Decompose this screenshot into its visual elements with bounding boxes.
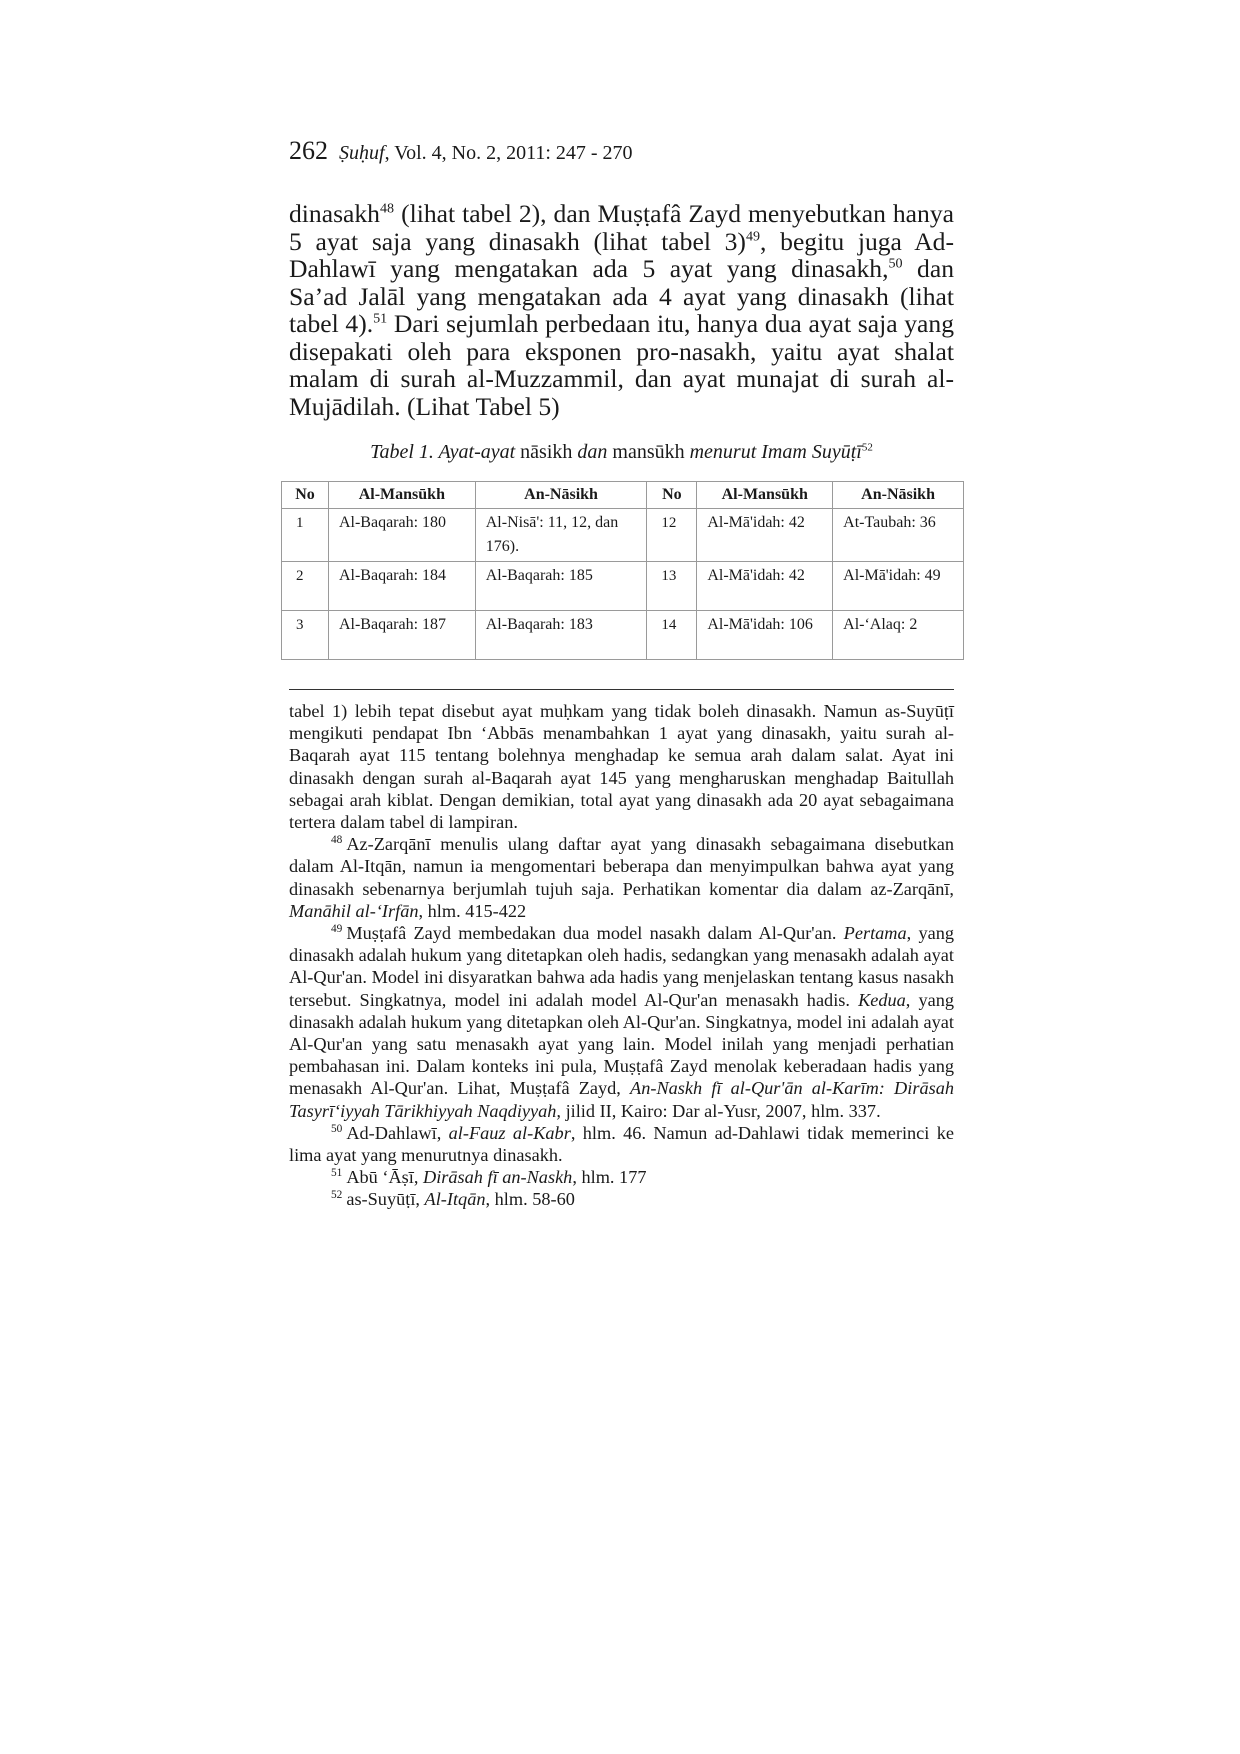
- footnote-ref-51[interactable]: 51: [373, 310, 388, 327]
- body-text-segment: dinasakh: [289, 199, 380, 228]
- footnote-number: 49: [331, 922, 343, 935]
- table-header-row: [282, 482, 964, 509]
- cell-nasikh: Al-Nisā': 11, 12, dan 176).: [475, 509, 647, 562]
- footnotes: [289, 700, 954, 1211]
- footnote-48: [289, 833, 954, 922]
- footnote-continuation: tabel 1) lebih tepat disebut ayat muḥkam yang tidak boleh dinasakh. Namun as-Suyūṭī mengikuti pendapat Ibn ‘Abbās menambahkan 1 ayat yang dinasakh, yaitu surah al-Baqarah ayat 115 tentang bolehnya menghadap ke semua arah dalam salat. Ayat ini dinasakh dengan surah al-Baqarah ayat 145 yang mengharuskan menghadap Baitullah sebagai arah kiblat. Dengan demikian, total ayat yang dinasakh ada 20 ayat sebagaimana tertera dalam tabel di lampiran.: [289, 701, 954, 833]
- footnote-text: Muṣṭafâ Zayd membedakan dua model nasakh dalam Al-Qur'an.: [346, 923, 844, 944]
- cell-no: 14: [647, 611, 697, 660]
- footnote-number: 51: [331, 1167, 343, 1180]
- page-number: 262: [289, 136, 328, 165]
- footnote-52: [289, 1188, 954, 1210]
- journal-citation: , Vol. 4, No. 2, 2011: 247 - 270: [384, 142, 633, 164]
- caption-part: dan: [577, 441, 608, 463]
- footnote-text: Abū ‘Āṣī,: [346, 1167, 424, 1188]
- footnote-51: [289, 1166, 954, 1188]
- footnote-text: as-Suyūṭī,: [346, 1189, 425, 1210]
- header-nasikh: An-Nāsikh: [475, 482, 647, 509]
- body-text-segment: Dari sejumlah perbedaan itu, hanya dua ayat saja yang disepakati oleh para eksponen pro-nasakh, yaitu ayat shalat malam di surah al-Muzzammil, dan ayat munajat di surah al-Mujādilah. (Lihat Tabel 5): [289, 309, 954, 421]
- footnote-text: Az-Zarqānī menulis ulang daftar ayat yang dinasakh sebagaimana disebutkan dalam Al-Itqān, namun ia mengomentari beberapa dan menyimpulkan bahwa ayat yang dinasakh sebenarnya berjumlah tujuh saja. Perhatikan komentar dia dalam az-Zarqānī,: [289, 834, 954, 899]
- footnote-number: 52: [331, 1189, 343, 1202]
- header-mansukh: Al-Mansūkh: [328, 482, 475, 509]
- caption-part: nāsikh: [515, 441, 578, 463]
- footnote-title: Dirāsah fī an-Naskh: [423, 1167, 573, 1188]
- table-row: [282, 611, 964, 660]
- footnote-text: , yang dinasakh adalah hukum yang ditetapkan oleh hadis, sedangkan yang menasakh adalah ayat Al-Qur'an. Model ini disyaratkan bahwa ada hadis yang menjelaskan tentang kasus nasakh tersebut. Singkatnya, model ini adalah model Al-Qur'an menasakh hadis.: [289, 923, 954, 1010]
- journal-name: Ṣuḥuf: [339, 142, 385, 164]
- footnote-49: [289, 922, 954, 1122]
- header-no: No: [647, 482, 697, 509]
- cell-mansukh: Al-Mā'idah: 42: [697, 562, 833, 611]
- header-nasikh: An-Nāsikh: [833, 482, 964, 509]
- footnote-title: An-Naskh fī al-Qur'ān al-Karīm: Dirāsah Tasyrī‘iyyah Tārikhiyyah Naqdiyyah,: [289, 1078, 954, 1121]
- footnote-text: , hlm. 415-422: [418, 900, 527, 921]
- cell-nasikh: At-Taubah: 36: [833, 509, 964, 562]
- cell-nasikh: Al-Baqarah: 185: [475, 562, 647, 611]
- footnote-number: 48: [331, 834, 343, 847]
- footnote-ref-50[interactable]: 50: [888, 255, 903, 272]
- nasikh-mansukh-table: [281, 481, 964, 660]
- footnote-ref-48[interactable]: 48: [379, 200, 395, 217]
- footnote-ref-49[interactable]: 49: [745, 227, 761, 244]
- footnote-title: al-Fauz al-Kabr: [448, 1122, 571, 1143]
- cell-nasikh: Al-Baqarah: 183: [475, 611, 647, 660]
- cell-nasikh: Al-‘Alaq: 2: [833, 611, 964, 660]
- body-text-segment: dan Sa’ad Jalāl yang mengatakan ada 4 ayat yang dinasakh (lihat tabel 4).: [289, 254, 954, 338]
- running-header: [289, 138, 633, 166]
- footnote-emphasis: Kedua: [858, 989, 906, 1010]
- footnote-title: Manāhil al-‘Irfān: [289, 900, 419, 921]
- table-row: [282, 509, 964, 562]
- table-caption: [289, 439, 954, 465]
- cell-no: 2: [282, 562, 329, 611]
- cell-mansukh: Al-Mā'idah: 42: [697, 509, 833, 562]
- footnote-number: 50: [331, 1122, 343, 1135]
- body-paragraph: [289, 200, 954, 420]
- footnote-text: , hlm. 58-60: [485, 1189, 575, 1210]
- cell-mansukh: Al-Baqarah: 187: [328, 611, 475, 660]
- footnote-text: jilid II, Kairo: Dar al-Yusr, 2007, hlm. 337.: [561, 1100, 881, 1121]
- cell-mansukh: Al-Mā'idah: 106: [697, 611, 833, 660]
- body-text-segment: (lihat tabel 2), dan Muṣṭafâ Zayd menyebutkan hanya 5 ayat saja yang dinasakh (lihat tabel 3): [289, 199, 954, 256]
- footnote-text: , yang dinasakh adalah hukum yang ditetapkan oleh Al-Qur'an. Singkatnya, model ini adalah ayat Al-Qur'an yang satu menasakh ayat yang lain. Model inilah yang menjadi perhatian pembahasan ini. Dalam konteks ini pula, Muṣṭafâ Zayd menolak keberadaan hadis yang menasakh Al-Qur'an. Lihat, Muṣṭafâ Zayd,: [289, 989, 954, 1099]
- cell-mansukh: Al-Baqarah: 184: [328, 562, 475, 611]
- cell-no: 12: [647, 509, 697, 562]
- caption-part: Tabel 1. Ayat-ayat: [370, 441, 516, 463]
- footnote-separator: [289, 689, 954, 690]
- header-no: No: [282, 482, 329, 509]
- footnote-emphasis: Pertama: [843, 923, 907, 944]
- body-text-segment: , begitu juga Ad-Dahlawī yang mengatakan ada 5 ayat yang dinasakh,: [289, 226, 954, 283]
- header-mansukh: Al-Mansūkh: [697, 482, 833, 509]
- footnote-ref-52[interactable]: 52: [861, 441, 873, 454]
- footnote-50: [289, 1122, 954, 1166]
- caption-part: mansūkh: [607, 441, 690, 463]
- footnote-text: , hlm. 46. Namun ad-Dahlawi tidak memerinci ke lima ayat yang menurutnya dinasakh.: [289, 1122, 954, 1166]
- footnote-title: Al-Itqān: [424, 1189, 486, 1210]
- cell-no: 3: [282, 611, 329, 660]
- cell-nasikh: Al-Mā'idah: 49: [833, 562, 964, 611]
- cell-mansukh: Al-Baqarah: 180: [328, 509, 475, 562]
- cell-no: 1: [282, 509, 329, 562]
- table-row: [282, 562, 964, 611]
- footnote-text: , hlm. 177: [572, 1167, 647, 1188]
- cell-no: 13: [647, 562, 697, 611]
- caption-part: menurut Imam Suyūṭī: [689, 441, 862, 463]
- footnote-text: Ad-Dahlawī,: [346, 1122, 449, 1143]
